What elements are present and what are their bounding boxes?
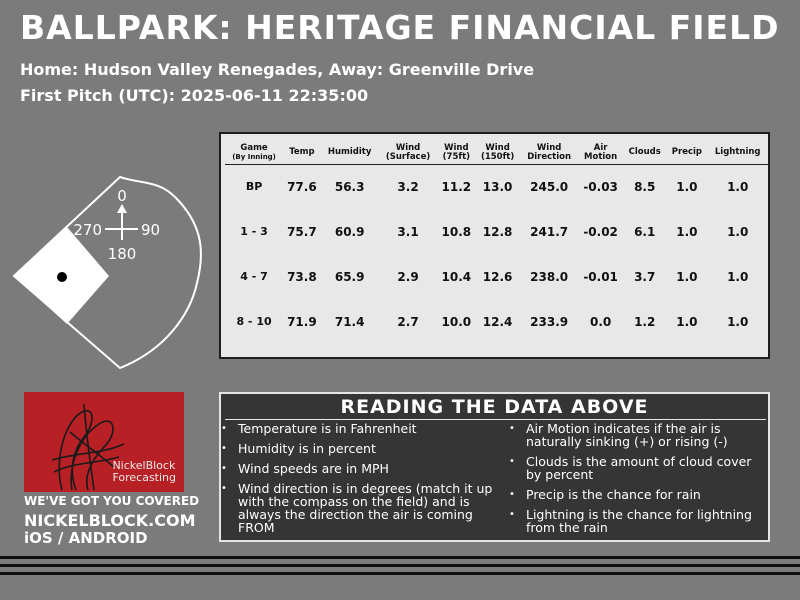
column-header: Wind (75ft) — [438, 142, 476, 164]
first-pitch-line: First Pitch (UTC): 2025-06-11 22:35:00 — [20, 86, 369, 105]
value-cell: 245.0 — [530, 179, 569, 194]
value-cell: 233.9 — [530, 314, 569, 329]
column-header: Precip — [666, 142, 707, 164]
column-header: Clouds — [623, 142, 666, 164]
list-item: • Temperature is in Fahrenheit — [221, 422, 501, 435]
tagline: WE'VE GOT YOU COVERED — [24, 494, 200, 508]
value-cell: 238.0 — [530, 269, 569, 284]
value-cell: 1.0 — [676, 224, 698, 239]
forecast-table — [225, 142, 768, 344]
page-title: BALLPARK: HERITAGE FINANCIAL FIELD — [20, 8, 780, 47]
list-item: • Air Motion indicates if the air is naturally sinking (+) or rising (-) — [509, 422, 767, 448]
platforms-text: iOS / ANDROID — [24, 529, 148, 547]
compass-n: 0 — [117, 187, 127, 205]
reading-guide-panel — [219, 392, 770, 542]
column-header: Air Motion — [578, 142, 623, 164]
column-header: Wind (Surface) — [379, 142, 438, 164]
value-cell: 3.7 — [634, 269, 656, 284]
reading-guide-title: READING THE DATA ABOVE — [340, 396, 649, 418]
column-header: Wind (150ft) — [475, 142, 520, 164]
value-cell: 71.4 — [334, 314, 365, 329]
teams-line: Home: Hudson Valley Renegades, Away: Greenville Drive — [20, 60, 535, 79]
column-header: Game (By Inning) — [225, 142, 283, 164]
game-period-cell: 8 - 10 — [236, 315, 272, 328]
game-period-cell: 4 - 7 — [240, 270, 268, 283]
value-cell: 77.6 — [287, 179, 317, 194]
logo-line-1: NickelBlock — [112, 459, 176, 472]
value-cell: 1.2 — [634, 314, 656, 329]
value-cell: -0.02 — [583, 224, 618, 239]
table-row — [225, 299, 768, 344]
game-period-cell: 1 - 3 — [240, 225, 268, 238]
value-cell: -0.03 — [583, 179, 618, 194]
value-cell: 6.1 — [634, 224, 656, 239]
value-cell: 65.9 — [334, 269, 365, 284]
value-cell: 1.0 — [727, 269, 749, 284]
table-row — [225, 254, 768, 299]
list-item: • Wind direction is in degrees (match it up with the compass on the field) and is always the direction the air is coming FROM — [221, 482, 501, 534]
value-cell: 75.7 — [287, 224, 317, 239]
reading-list-right — [509, 422, 767, 541]
value-cell: 11.2 — [441, 179, 472, 194]
website-link[interactable]: NICKELBLOCK.COM — [24, 511, 196, 530]
table-body — [225, 164, 768, 344]
compass-w: 270 — [73, 221, 102, 239]
value-cell: 10.4 — [441, 269, 472, 284]
column-header: Temp — [283, 142, 321, 164]
column-header: Wind Direction — [520, 142, 578, 164]
value-cell: 2.7 — [397, 314, 419, 329]
value-cell: 0.0 — [589, 314, 612, 329]
value-cell: 2.9 — [397, 269, 419, 284]
column-header: Humidity — [321, 142, 379, 164]
value-cell: 12.8 — [482, 224, 513, 239]
nickelblock-logo — [24, 392, 184, 492]
list-item: • Humidity is in percent — [221, 442, 501, 455]
compass-s: 180 — [107, 245, 137, 263]
logo-line-2: Forecasting — [112, 471, 176, 484]
table-row — [225, 209, 768, 254]
value-cell: 56.3 — [334, 179, 365, 194]
table-header-row — [225, 142, 768, 164]
table-row — [225, 164, 768, 209]
value-cell: 1.0 — [727, 314, 749, 329]
list-item: • Wind speeds are in MPH — [221, 462, 501, 475]
forecast-table-panel — [219, 132, 770, 359]
value-cell: 3.1 — [397, 224, 419, 239]
list-item: • Clouds is the amount of cloud cover by percent — [509, 455, 767, 481]
list-item: • Precip is the chance for rain — [509, 488, 767, 501]
value-cell: 8.5 — [634, 179, 656, 194]
value-cell: 73.8 — [287, 269, 317, 284]
list-item: • Lightning is the chance for lightning from the rain — [509, 508, 767, 534]
value-cell: 1.0 — [727, 179, 749, 194]
value-cell: 10.0 — [441, 314, 472, 329]
value-cell: 241.7 — [530, 224, 569, 239]
value-cell: 1.0 — [727, 224, 749, 239]
column-header: Lightning — [707, 142, 768, 164]
value-cell: 1.0 — [676, 314, 698, 329]
value-cell: 60.9 — [334, 224, 365, 239]
value-cell: 10.8 — [441, 224, 472, 239]
value-cell: 12.4 — [482, 314, 513, 329]
reading-list-left — [221, 422, 501, 541]
north-arrow-icon — [117, 204, 127, 213]
reading-divider — [225, 419, 766, 420]
value-cell: 3.2 — [397, 179, 419, 194]
value-cell: 1.0 — [676, 179, 698, 194]
value-cell: -0.01 — [583, 269, 618, 284]
home-plate-dot — [57, 272, 67, 282]
game-period-cell: BP — [245, 180, 263, 194]
value-cell: 1.0 — [676, 269, 698, 284]
value-cell: 13.0 — [482, 179, 513, 194]
field-diagram — [0, 170, 215, 375]
value-cell: 12.6 — [482, 269, 513, 284]
value-cell: 71.9 — [287, 314, 317, 329]
compass-e: 90 — [141, 221, 161, 239]
logo-text — [112, 460, 176, 484]
